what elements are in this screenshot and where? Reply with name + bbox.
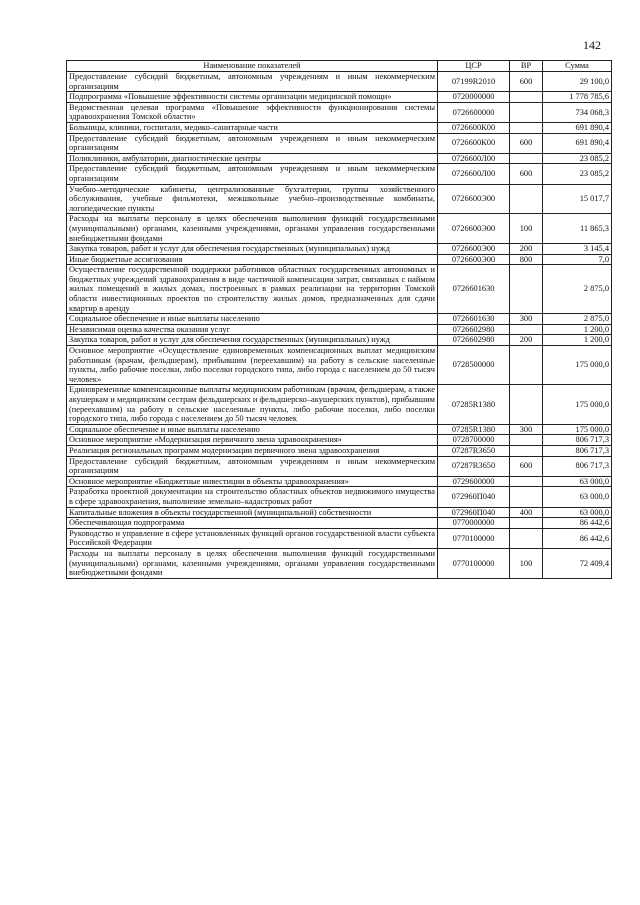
row-vr: 300 (510, 314, 543, 325)
row-csr: 0728500000 (438, 346, 510, 385)
row-vr: 600 (510, 456, 543, 476)
row-vr (510, 324, 543, 335)
row-csr: 07287R3650 (438, 456, 510, 476)
row-sum: 2 875,0 (543, 314, 612, 325)
row-name: Поликлиники, амбулатории, диагностические центры (67, 153, 438, 164)
row-csr: 0726600Л00 (438, 153, 510, 164)
row-sum: 63 000,0 (543, 476, 612, 487)
row-sum: 86 442,6 (543, 518, 612, 529)
row-name: Расходы на выплаты персоналу в целях обеспечения выполнения функций государственными (муниципальными) органами, казенными учреждениями, органами управления государственными внебюджетными фондами (67, 548, 438, 578)
row-sum: 3 145,4 (543, 244, 612, 255)
row-sum: 1 778 785,6 (543, 92, 612, 103)
row-name: Предоставление субсидий бюджетным, автономным учреждениям и иным некоммерческим организациям (67, 164, 438, 184)
header-vr: ВР (510, 61, 543, 72)
row-name: Закупка товаров, работ и услуг для обеспечения государственных (муниципальных) нужд (67, 244, 438, 255)
table-row (67, 335, 612, 346)
table-row (67, 314, 612, 325)
row-vr: 100 (510, 548, 543, 578)
row-name: Руководство и управление в сфере установленных функций органов государственной власти субъекта Российской Федерации (67, 528, 438, 548)
row-vr (510, 265, 543, 314)
row-csr: 0726601630 (438, 314, 510, 325)
table-row (67, 184, 612, 214)
table-row (67, 476, 612, 487)
row-csr: 0729600000 (438, 476, 510, 487)
table-row (67, 153, 612, 164)
row-vr: 200 (510, 244, 543, 255)
table-body (67, 72, 612, 579)
row-csr: 07285R1380 (438, 385, 510, 424)
row-vr: 200 (510, 335, 543, 346)
table-row (67, 254, 612, 265)
row-sum: 175 000,0 (543, 385, 612, 424)
row-csr: 0726600Л00 (438, 164, 510, 184)
row-vr (510, 445, 543, 456)
row-csr: 07287R3650 (438, 445, 510, 456)
row-csr: 0726602980 (438, 335, 510, 346)
row-csr: 0770100000 (438, 528, 510, 548)
table-row (67, 92, 612, 103)
table-row (67, 445, 612, 456)
row-csr: 0726600000 (438, 102, 510, 122)
row-name: Разработка проектной документации на строительство областных объектов недвижимого имущества в сфере здравоохранения, выполнение земельно–кадастровых работ (67, 487, 438, 507)
row-sum: 72 409,4 (543, 548, 612, 578)
row-name: Предоставление субсидий бюджетным, автономным учреждениям и иным некоммерческим организациям (67, 456, 438, 476)
row-sum: 2 875,0 (543, 265, 612, 314)
row-sum: 63 000,0 (543, 487, 612, 507)
row-csr: 0726600К00 (438, 122, 510, 133)
row-sum: 23 085,2 (543, 164, 612, 184)
row-csr: 0726600Э00 (438, 214, 510, 244)
row-name: Больницы, клиники, госпитали, медико–санитарные части (67, 122, 438, 133)
row-vr: 300 (510, 424, 543, 435)
row-sum: 175 000,0 (543, 346, 612, 385)
row-csr: 0720000000 (438, 92, 510, 103)
table-row (67, 385, 612, 424)
row-name: Закупка товаров, работ и услуг для обеспечения государственных (муниципальных) нужд (67, 335, 438, 346)
table-row (67, 244, 612, 255)
table-row (67, 435, 612, 446)
row-sum: 63 000,0 (543, 507, 612, 518)
row-sum: 7,0 (543, 254, 612, 265)
header-sum: Сумма (543, 61, 612, 72)
row-vr (510, 92, 543, 103)
row-name: Подпрограмма «Повышение эффективности системы организации медицинской помощи» (67, 92, 438, 103)
row-vr: 800 (510, 254, 543, 265)
row-vr (510, 102, 543, 122)
row-csr: 0726600Э00 (438, 254, 510, 265)
row-vr (510, 528, 543, 548)
row-vr: 400 (510, 507, 543, 518)
row-sum: 175 000,0 (543, 424, 612, 435)
table-row (67, 528, 612, 548)
table-row (67, 507, 612, 518)
row-vr (510, 487, 543, 507)
row-csr: 07285R1380 (438, 424, 510, 435)
row-vr: 600 (510, 164, 543, 184)
row-name: Основное мероприятие «Осуществление единовременных компенсационных выплат медицинским работникам (врачам, фельдшерам), прибывшим (переехавшим) на работу в сельские населенные пункты, либо рабочие поселки, либо поселки городского типа, либо города с населением до 50 тысяч человек» (67, 346, 438, 385)
table-row (67, 102, 612, 122)
row-name: Основное мероприятие «Модернизация первичного звена здравоохранения» (67, 435, 438, 446)
row-vr (510, 435, 543, 446)
row-sum: 23 085,2 (543, 153, 612, 164)
row-name: Независимая оценка качества оказания услуг (67, 324, 438, 335)
row-name: Обеспечивающая подпрограмма (67, 518, 438, 529)
header-csr: ЦСР (438, 61, 510, 72)
row-vr (510, 385, 543, 424)
table-row (67, 265, 612, 314)
row-csr: 0728700000 (438, 435, 510, 446)
row-sum: 806 717,3 (543, 445, 612, 456)
table-row (67, 214, 612, 244)
row-name: Основное мероприятие «Бюджетные инвестиции в объекты здравоохранения» (67, 476, 438, 487)
row-name: Единовременные компенсационные выплаты медицинским работникам (врачам, фельдшерам, а также акушеркам и медицинским сестрам фельдшерских и фельдшерско–акушерских пунктов), прибывшим (переехавшим) на работу в сельские населенные пункты, либо рабочие поселки, либо поселки городского типа, либо города с населением до 50 тысяч человек (67, 385, 438, 424)
row-vr: 600 (510, 133, 543, 153)
row-name: Ведомственная целевая программа «Повышение эффективности функционирования системы здравоохранения Томской области» (67, 102, 438, 122)
row-name: Социальное обеспечение и иные выплаты населению (67, 424, 438, 435)
row-name: Осуществление государственной поддержки работников областных государственных автономных и бюджетных учреждений здравоохранения в виде частичной компенсации затрат, связанных с наймом жилых помещений в жилых домах, построенных в рамках реализации на территории Томской области инвестиционных проектов по строительству жилых домов, предназначенных для сдачи квартир в аренду (67, 265, 438, 314)
budget-table (66, 60, 612, 579)
row-csr: 07199R2010 (438, 72, 510, 92)
table-row (67, 424, 612, 435)
row-vr (510, 346, 543, 385)
row-vr (510, 476, 543, 487)
table-row (67, 456, 612, 476)
row-csr: 0726601630 (438, 265, 510, 314)
table-row (67, 487, 612, 507)
row-csr: 0726600Э00 (438, 184, 510, 214)
row-name: Социальное обеспечение и иные выплаты населению (67, 314, 438, 325)
table-row (67, 518, 612, 529)
table-row (67, 324, 612, 335)
row-csr: 0726600Э00 (438, 244, 510, 255)
row-name: Реализация региональных программ модернизации первичного звена здравоохранения (67, 445, 438, 456)
row-sum: 1 200,0 (543, 335, 612, 346)
row-sum: 734 068,3 (543, 102, 612, 122)
row-csr: 072960П040 (438, 507, 510, 518)
row-name: Предоставление субсидий бюджетным, автономным учреждениям и иным некоммерческим организациям (67, 133, 438, 153)
row-vr (510, 122, 543, 133)
row-sum: 806 717,3 (543, 456, 612, 476)
row-vr (510, 184, 543, 214)
row-sum: 29 100,0 (543, 72, 612, 92)
row-vr (510, 153, 543, 164)
table-row (67, 133, 612, 153)
table-header-row (67, 61, 612, 72)
row-sum: 806 717,3 (543, 435, 612, 446)
table-row (67, 346, 612, 385)
row-csr: 0726602980 (438, 324, 510, 335)
page-number: 142 (583, 38, 601, 52)
row-sum: 86 442,6 (543, 528, 612, 548)
row-vr: 600 (510, 72, 543, 92)
row-sum: 15 017,7 (543, 184, 612, 214)
row-vr (510, 518, 543, 529)
row-csr: 0770100000 (438, 548, 510, 578)
table-row (67, 164, 612, 184)
row-sum: 691 890,4 (543, 122, 612, 133)
header-name: Наименование показателей (67, 61, 438, 72)
row-csr: 072960П040 (438, 487, 510, 507)
row-name: Иные бюджетные ассигнования (67, 254, 438, 265)
row-sum: 691 890,4 (543, 133, 612, 153)
row-sum: 11 865,3 (543, 214, 612, 244)
row-csr: 0726600К00 (438, 133, 510, 153)
row-name: Предоставление субсидий бюджетным, автономным учреждениям и иным некоммерческим организациям (67, 72, 438, 92)
row-name: Расходы на выплаты персоналу в целях обеспечения выполнения функций государственными (муниципальными) органами, казенными учреждениями, органами управления государственными внебюджетными фондами (67, 214, 438, 244)
row-name: Капитальные вложения в объекты государственной (муниципальной) собственности (67, 507, 438, 518)
row-sum: 1 200,0 (543, 324, 612, 335)
row-vr: 100 (510, 214, 543, 244)
table-row (67, 548, 612, 578)
table-row (67, 72, 612, 92)
row-name: Учебно–методические кабинеты, централизованные бухгалтерии, группы хозяйственного обслуживания, учебные фильмотеки, межшкольные учебно–производственные комбинаты, логопедические пункты (67, 184, 438, 214)
table-row (67, 122, 612, 133)
row-csr: 0770000000 (438, 518, 510, 529)
